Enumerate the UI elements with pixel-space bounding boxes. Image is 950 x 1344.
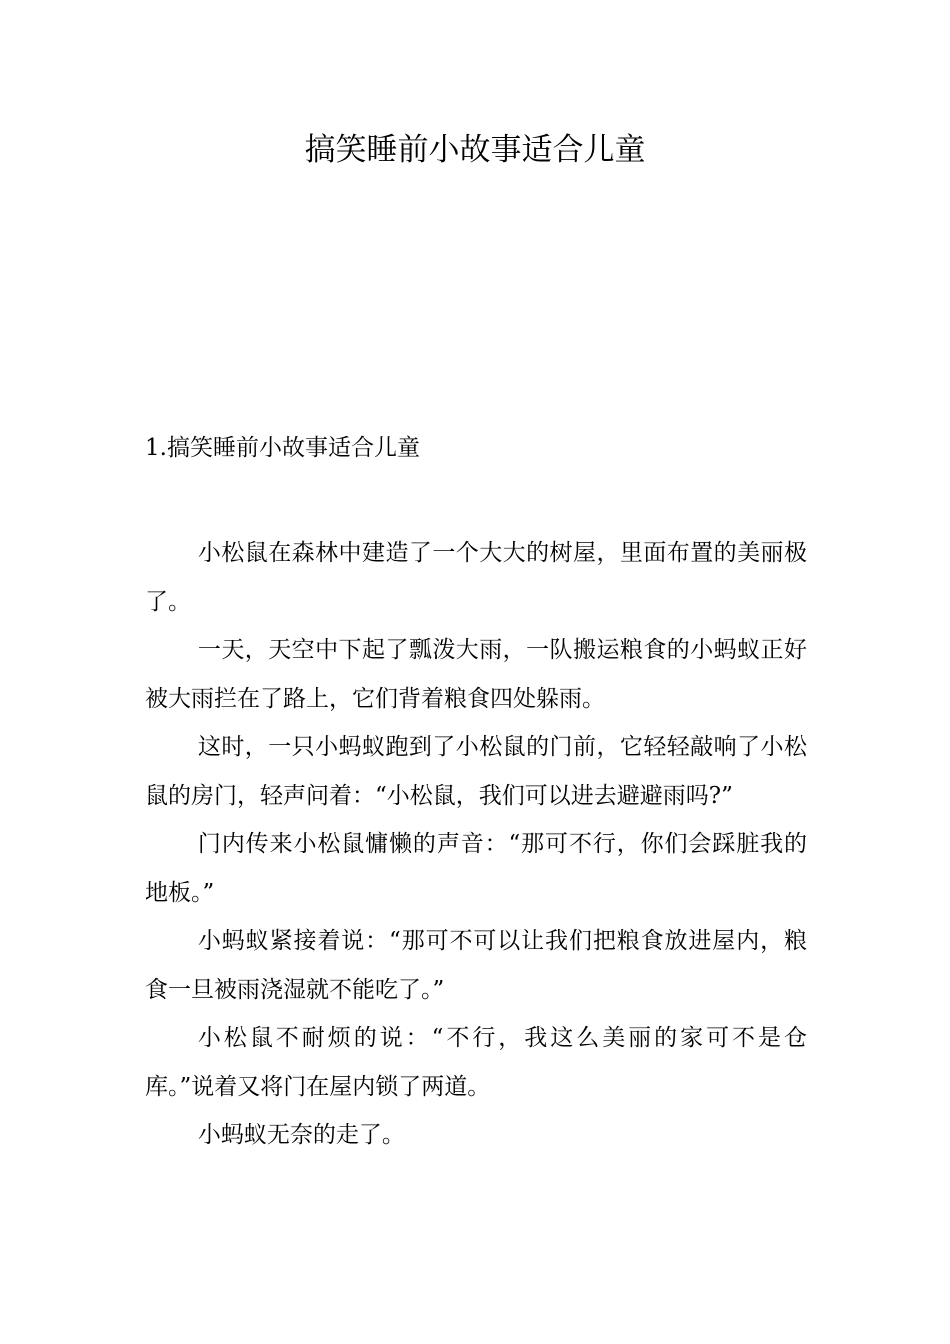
- document-title: 搞笑睡前小故事适合儿童: [304, 132, 646, 168]
- paragraph: 小蚂蚁紧接着说：“那可不可以让我们把粮食放进屋内，粮食一旦被雨浇湿就不能吃了。”: [145, 928, 807, 1003]
- paragraph: 小松鼠在森林中建造了一个大大的树屋，里面布置的美丽极了。: [145, 540, 807, 615]
- story-body: [145, 529, 807, 1160]
- paragraph: 门内传来小松鼠慵懒的声音：“那可不行，你们会踩脏我的地板。”: [145, 831, 807, 906]
- paragraph: 一天，天空中下起了瓢泼大雨，一队搬运粮食的小蚂蚁正好被大雨拦在了路上，它们背着粮食四处躲雨。: [145, 637, 807, 712]
- paragraph: 小蚂蚁无奈的走了。: [197, 1122, 405, 1148]
- section-heading: 1.搞笑睡前小故事适合儿童: [145, 435, 420, 461]
- paragraph: 小松鼠不耐烦的说：“不行，我这么美丽的家可不是仓库。”说着又将门在屋内锁了两道。: [145, 1025, 807, 1100]
- paragraph: 这时，一只小蚂蚁跑到了小松鼠的门前，它轻轻敲响了小松鼠的房门，轻声问着：“小松鼠，我们可以进去避避雨吗?”: [145, 734, 807, 809]
